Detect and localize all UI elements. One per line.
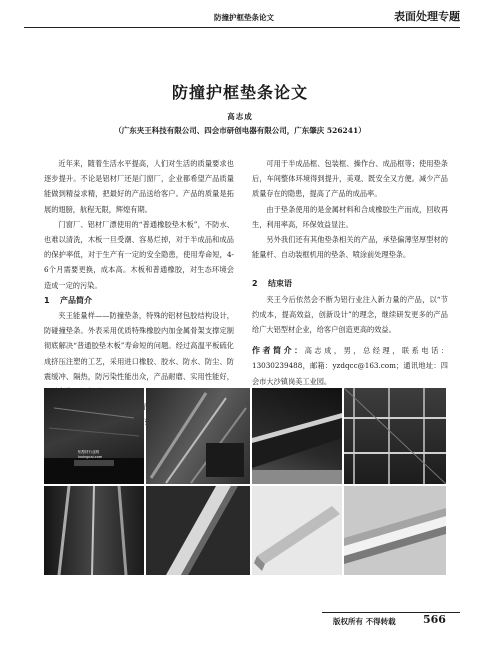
article-affiliation: （广东夹王科技有限公司、四会市研创电器有限公司，广东肇庆 526241）: [114, 126, 366, 135]
photo-frame-rack: [146, 388, 250, 484]
photo-vertical-profiles: [44, 486, 144, 575]
section-title: 表面处理专题: [394, 10, 460, 23]
right-paragraph-3: 另外我们还有其他垫条相关的产品，承垫偏薄坚厚型材的能量杆、自动装框机用的垫条、喷涂前处理垫条。: [252, 235, 448, 260]
photo-pad-closeup-graphic: [252, 388, 342, 484]
right-column: [252, 156, 448, 389]
photo-pad-product-graphic: [252, 486, 342, 575]
photo-pad-strip: [146, 486, 250, 575]
photo-workshop: [44, 388, 144, 484]
photo-u-profile-pad: [344, 486, 446, 575]
intro-paragraph-2: 门窗厂、铝材厂漂使用的“普通橡胶垫木板”，不防水、也难以清洗，木板一旦受潮、容易烂掉，对于半成品和成品的保护率低，对于生产有一定的安全隐患，使用寿命短，4-6个月需要更换，成本高。木板和普通橡胶，对生态环境会造成一定的污染。: [44, 219, 234, 290]
article-author: 高志成: [227, 112, 253, 121]
photo-pad-closeup: [252, 388, 342, 484]
photo-pad-strip-graphic: [146, 486, 250, 575]
copyright-notice: 版权所有 不得转载: [333, 617, 396, 626]
photo-storage-rack: [344, 388, 446, 484]
watermark-line-1: 铝型材行业网: [78, 450, 99, 454]
watermark-line-2: lvxingcai.com: [78, 455, 103, 459]
photo-workshop-graphic: [44, 388, 144, 484]
section-2-number: 2: [252, 279, 258, 289]
product-photo-grid: [44, 388, 446, 575]
section-1-title: 产品简介: [60, 295, 92, 305]
photo-frame-rack-graphic: [146, 388, 250, 484]
running-title: 防撞护框垫条论文: [214, 13, 274, 22]
photo-u-profile-pad-graphic: [344, 486, 446, 575]
right-paragraph-2: 由于垫条使用的是金属材料和合成橡胶生产而成，回收再生，利用率高，环保效益显注。: [252, 204, 448, 229]
author-bio-label: 作者简介：: [252, 346, 305, 356]
photo-vertical-profiles-graphic: [44, 486, 144, 575]
article-title: 防撞护框垫条论文: [171, 83, 308, 102]
header-rule: [24, 27, 460, 28]
author-bio-text: 高志成，男，总经理，联系电话：13030239488，邮箱：yzdqcc@163.com；通讯地址：四会市大沙镇岗美工业园。: [252, 346, 448, 386]
section-2-heading: [252, 276, 448, 291]
author-bio: [252, 343, 448, 389]
section-2-title: 结束语: [268, 279, 292, 289]
page-number: 566: [423, 613, 446, 626]
section-2-paragraph-1: 夹王今后依然会不断为铝行业注入新力量的产品，以“节约成本，提高效益，创新设计”的理念，继续研发更多的产品给广大铝型材企业，给客户创造更高的效益。: [252, 294, 448, 335]
photo-storage-rack-graphic: [344, 388, 446, 484]
section-1-number: 1: [44, 295, 50, 305]
right-paragraph-1: 可用于半成品框、包装框、操作台、成品框等；使用垫条后，车间整体环境得到提升，美观、既安全又方便。减少产品质量存在的隐患，提高了产品的成品率。: [252, 159, 448, 199]
section-1-heading: [44, 293, 234, 308]
intro-paragraph-1: 近年来，随着生活水平提高，人们对生活的质量要求也逐步提升。不论是铝材厂还是门窗厂，企业都希望产品质量能做到精益求精，把最好的产品送给客户。产品的质量是拓展的翅膀，航程无限，辉煌有期。: [44, 159, 234, 214]
section-1-paragraph-1: 夹王能量样——防撞垫条，特殊的铝材包胶结构设计，防碰撞垫条。外表采用优质特殊橡胶内加金属骨架支撑定制彻底解决“普通胶垫木板”寿命短的问题。经过高温平板硫化成挤压注塑的工艺，采用进口橡胶、胶水、防水、防尘、防震缓冲、隔热，防污染性能出众，产品耐磨、实用性能好，: [44, 311, 234, 381]
photo-pad-product: [252, 486, 342, 575]
